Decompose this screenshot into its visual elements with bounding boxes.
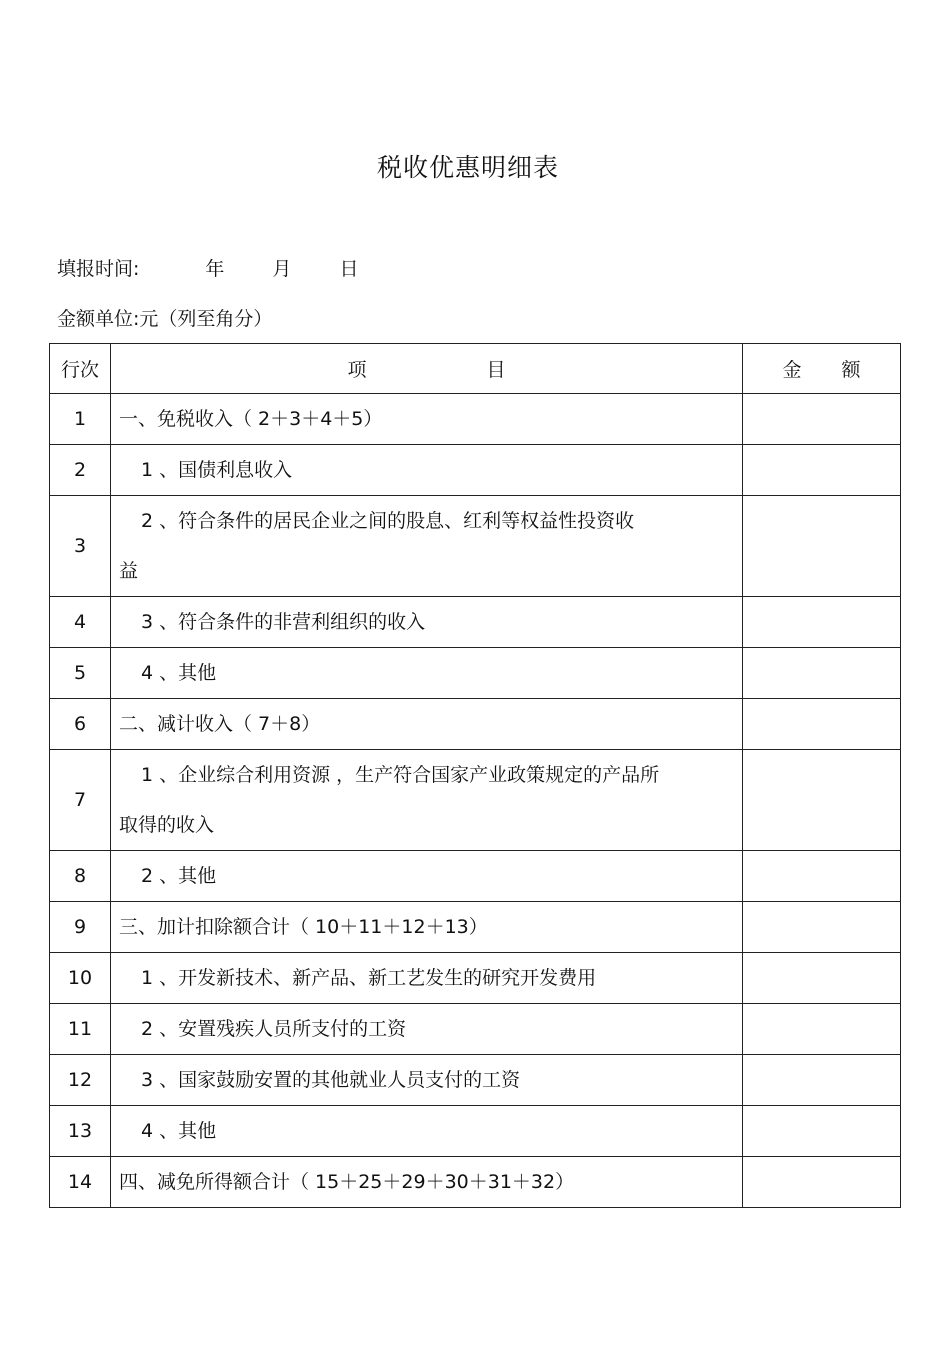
table-row — [50, 496, 901, 597]
row-item — [111, 750, 743, 851]
row-number: 13 — [50, 1106, 111, 1157]
row-amount-cell[interactable] — [743, 851, 901, 902]
row-number: 3 — [50, 496, 111, 597]
row-item-line-1: 1 、企业综合利用资源 ，生产符合国家产业政策规定的产品所 — [141, 764, 660, 786]
amount-unit-value: 元（列至角分） — [139, 308, 273, 330]
row-amount-cell[interactable] — [743, 902, 901, 953]
row-item-line-1: 2 、符合条件的居民企业之间的股息、红利等权益性投资收 — [141, 510, 635, 532]
row-item: 四、减免所得额合计（ 15＋25＋29＋30＋31＋32） — [111, 1157, 743, 1208]
table-row — [50, 1055, 901, 1106]
row-amount-cell[interactable] — [743, 1004, 901, 1055]
row-number: 11 — [50, 1004, 111, 1055]
header-amount-char-2: 额 — [841, 359, 861, 381]
row-item-line-2: 益 — [119, 560, 139, 582]
table-row — [50, 445, 901, 496]
header-item — [111, 344, 743, 394]
month-label: 月 — [272, 258, 292, 280]
table-header-row — [50, 344, 901, 394]
page-title: 税收优惠明细表 — [376, 153, 559, 182]
header-row-no: 行次 — [50, 344, 111, 394]
table-row — [50, 1106, 901, 1157]
report-time-label: 填报时间: — [57, 258, 140, 280]
table-row — [50, 750, 901, 851]
table-row — [50, 699, 901, 750]
row-amount-cell[interactable] — [743, 1157, 901, 1208]
row-amount-cell[interactable] — [743, 496, 901, 597]
table-row — [50, 851, 901, 902]
row-number: 14 — [50, 1157, 111, 1208]
day-label: 日 — [339, 258, 359, 280]
amount-unit-label: 金额单位: — [57, 308, 140, 330]
year-label: 年 — [205, 258, 225, 280]
row-number: 2 — [50, 445, 111, 496]
row-number: 6 — [50, 699, 111, 750]
row-number: 7 — [50, 750, 111, 851]
row-amount-cell[interactable] — [743, 699, 901, 750]
row-item: 2 、其他 — [111, 851, 743, 902]
row-item: 2 、安置残疾人员所支付的工资 — [111, 1004, 743, 1055]
table-row — [50, 648, 901, 699]
row-number: 5 — [50, 648, 111, 699]
row-number: 10 — [50, 953, 111, 1004]
table-row — [50, 394, 901, 445]
row-item: 4 、其他 — [111, 648, 743, 699]
header-amount-char-1: 金 — [782, 359, 802, 381]
row-amount-cell[interactable] — [743, 648, 901, 699]
row-amount-cell[interactable] — [743, 1106, 901, 1157]
row-item — [111, 496, 743, 597]
row-item: 1 、国债利息收入 — [111, 445, 743, 496]
row-number: 8 — [50, 851, 111, 902]
row-number: 1 — [50, 394, 111, 445]
report-time-line — [57, 254, 358, 281]
row-amount-cell[interactable] — [743, 445, 901, 496]
table-row — [50, 953, 901, 1004]
header-item-char-2: 目 — [486, 359, 506, 381]
row-item: 3 、符合条件的非营利组织的收入 — [111, 597, 743, 648]
row-amount-cell[interactable] — [743, 953, 901, 1004]
tax-preference-table — [49, 343, 901, 1208]
row-item: 三、加计扣除额合计（ 10＋11＋12＋13） — [111, 902, 743, 953]
row-number: 9 — [50, 902, 111, 953]
row-number: 12 — [50, 1055, 111, 1106]
row-item: 一、免税收入（ 2＋3＋4＋5） — [111, 394, 743, 445]
header-amount — [743, 344, 901, 394]
row-amount-cell[interactable] — [743, 394, 901, 445]
row-item: 二、减计收入（ 7＋8） — [111, 699, 743, 750]
table-row — [50, 902, 901, 953]
row-item: 1 、开发新技术、新产品、新工艺发生的研究开发费用 — [111, 953, 743, 1004]
row-number: 4 — [50, 597, 111, 648]
table-row — [50, 1157, 901, 1208]
table-row — [50, 597, 901, 648]
row-amount-cell[interactable] — [743, 597, 901, 648]
row-item: 4 、其他 — [111, 1106, 743, 1157]
row-item: 3 、国家鼓励安置的其他就业人员支付的工资 — [111, 1055, 743, 1106]
row-amount-cell[interactable] — [743, 750, 901, 851]
amount-unit-line — [57, 304, 272, 331]
row-item-line-2: 取得的收入 — [119, 814, 215, 836]
row-amount-cell[interactable] — [743, 1055, 901, 1106]
table-row — [50, 1004, 901, 1055]
header-item-char-1: 项 — [347, 359, 367, 381]
